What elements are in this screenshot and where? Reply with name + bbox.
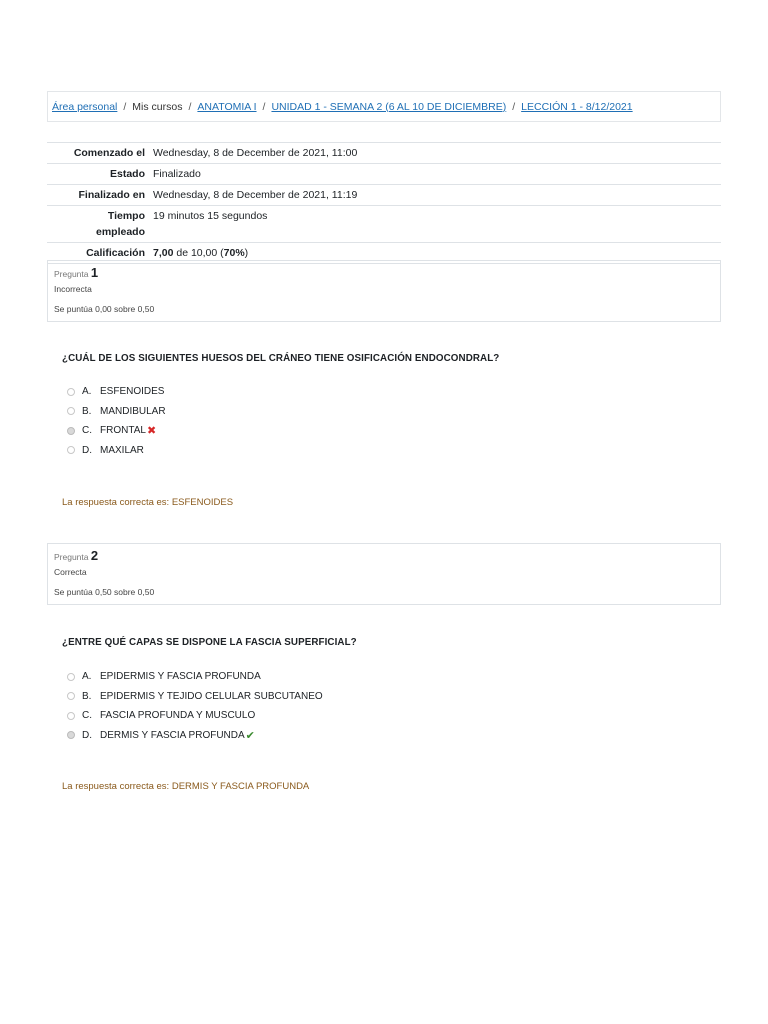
answer-option-b[interactable]	[67, 402, 166, 422]
grade-score: 7,00	[153, 247, 174, 259]
answer-text: FRONTAL	[100, 425, 146, 437]
summary-label: Calificación	[47, 243, 149, 264]
answer-option-c[interactable]	[67, 706, 323, 726]
question-text-1: ¿CUÁL DE LOS SIGUIENTES HUESOS DEL CRÁNEO TIENE OSIFICACIÓN ENDOCONDRAL?	[62, 353, 500, 364]
summary-value: Finalizado	[149, 164, 721, 185]
answer-option-b[interactable]	[67, 687, 323, 707]
summary-label-line: Tiempo	[107, 210, 145, 222]
answer-letter: A.	[82, 671, 92, 683]
summary-row-started	[47, 143, 721, 164]
radio-button-selected[interactable]	[67, 731, 75, 739]
radio-button-selected[interactable]	[67, 427, 75, 435]
grade-middle: de 10,00 (	[173, 247, 224, 259]
answer-option-d[interactable]	[67, 441, 166, 461]
summary-label: Comenzado el	[47, 143, 149, 164]
summary-row-state	[47, 164, 721, 185]
cross-icon: ✖	[146, 425, 157, 438]
radio-button[interactable]	[67, 388, 75, 396]
question-number-value: 1	[90, 265, 99, 280]
answer-option-c[interactable]	[67, 421, 166, 441]
question-state: Incorrecta	[54, 284, 92, 294]
breadcrumb-dashboard-link[interactable]: Área personal	[52, 100, 118, 113]
answer-letter: C.	[82, 425, 92, 437]
question-info-2	[47, 543, 721, 605]
question-label: Pregunta	[54, 552, 89, 562]
question-info-1	[47, 260, 721, 322]
radio-button[interactable]	[67, 673, 75, 681]
radio-button[interactable]	[67, 407, 75, 415]
question-number	[54, 548, 714, 565]
right-answer-2: La respuesta correcta es: DERMIS Y FASCIA PROFUNDA	[62, 781, 310, 792]
answer-letter: C.	[82, 710, 92, 722]
breadcrumb-separator: /	[262, 100, 266, 113]
answer-letter: B.	[82, 405, 92, 417]
answer-text: EPIDERMIS Y TEJIDO CELULAR SUBCUTANEO	[100, 690, 323, 702]
summary-label-line: empleado	[95, 226, 145, 238]
summary-label: Estado	[47, 164, 149, 185]
breadcrumb-separator: /	[188, 100, 192, 113]
question-label: Pregunta	[54, 269, 89, 279]
answer-list-2	[67, 667, 323, 745]
grade-percent: 70%	[223, 247, 245, 259]
summary-value: Wednesday, 8 de December de 2021, 11:00	[149, 143, 721, 164]
answer-letter: D.	[82, 444, 92, 456]
question-state: Correcta	[54, 567, 87, 577]
check-icon: ✔	[245, 729, 255, 742]
breadcrumb-lesson-link[interactable]: LECCIÓN 1 - 8/12/2021	[521, 100, 633, 113]
radio-button[interactable]	[67, 446, 75, 454]
breadcrumb-course-link[interactable]: ANATOMIA I	[197, 100, 257, 113]
question-grade: Se puntúa 0,50 sobre 0,50	[54, 587, 155, 597]
breadcrumb-separator: /	[123, 100, 127, 113]
question-grade: Se puntúa 0,00 sobre 0,50	[54, 304, 155, 314]
attempt-summary-table	[47, 142, 721, 264]
answer-letter: D.	[82, 729, 92, 741]
answer-option-a[interactable]	[67, 667, 323, 687]
radio-button[interactable]	[67, 692, 75, 700]
answer-list-1	[67, 382, 166, 460]
answer-option-a[interactable]	[67, 382, 166, 402]
answer-text: ESFENOIDES	[100, 386, 165, 398]
breadcrumb-unit-link[interactable]: UNIDAD 1 - SEMANA 2 (6 AL 10 DE DICIEMBRE)	[271, 100, 507, 113]
summary-label	[47, 206, 149, 243]
summary-value: 19 minutos 15 segundos	[149, 206, 721, 243]
answer-text: FASCIA PROFUNDA Y MUSCULO	[100, 710, 256, 722]
question-number-value: 2	[90, 548, 99, 563]
radio-button[interactable]	[67, 712, 75, 720]
summary-label: Finalizado en	[47, 185, 149, 206]
summary-row-time	[47, 206, 721, 243]
answer-text: EPIDERMIS Y FASCIA PROFUNDA	[100, 671, 261, 683]
answer-letter: B.	[82, 690, 92, 702]
answer-letter: A.	[82, 386, 92, 398]
answer-option-d[interactable]	[67, 726, 323, 746]
question-number	[54, 265, 714, 282]
right-answer-1: La respuesta correcta es: ESFENOIDES	[62, 497, 234, 508]
question-text-2: ¿ENTRE QUÉ CAPAS SE DISPONE LA FASCIA SUPERFICIAL?	[62, 637, 357, 648]
breadcrumb-separator: /	[512, 100, 516, 113]
grade-end: )	[244, 247, 249, 259]
answer-text: MANDIBULAR	[100, 405, 166, 417]
summary-value: Wednesday, 8 de December de 2021, 11:19	[149, 185, 721, 206]
answer-text: DERMIS Y FASCIA PROFUNDA	[100, 729, 245, 741]
summary-row-finished	[47, 185, 721, 206]
breadcrumb	[47, 91, 721, 122]
breadcrumb-my-courses: Mis cursos	[132, 100, 183, 113]
answer-text: MAXILAR	[100, 444, 144, 456]
